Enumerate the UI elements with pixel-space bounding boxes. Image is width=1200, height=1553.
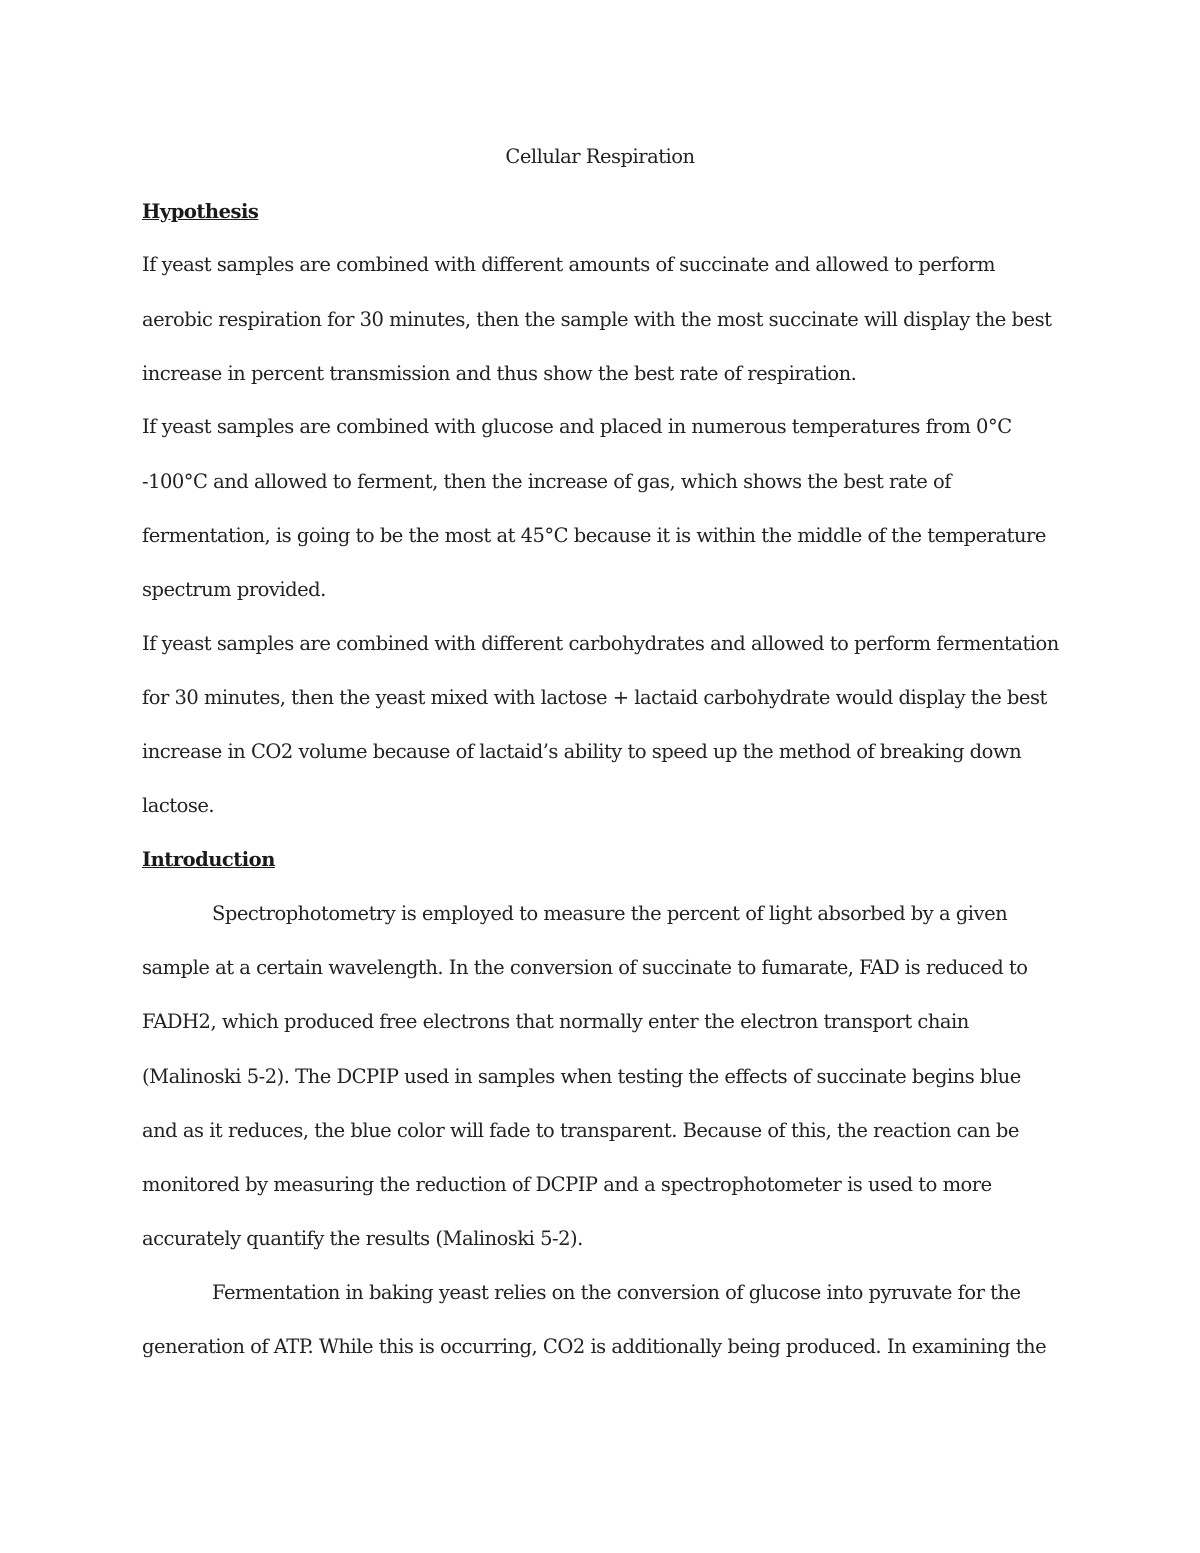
introduction-line-4: (Malinoski 5-2). The DCPIP used in samples when testing the effects of succinate begins blue	[142, 1065, 1021, 1088]
hypothesis-line-10: increase in CO2 volume because of lactaid’s ability to speed up the method of breaking down	[142, 740, 1022, 763]
introduction-line-3: FADH2, which produced free electrons that normally enter the electron transport chain	[142, 1010, 969, 1033]
introduction-line-1: Spectrophotometry is employed to measure the percent of light absorbed by a given	[212, 902, 1008, 925]
introduction-line-9: generation of ATP. While this is occurring, CO2 is additionally being produced. In examining the	[142, 1335, 1047, 1358]
introduction-line-6: monitored by measuring the reduction of DCPIP and a spectrophotometer is used to more	[142, 1173, 992, 1196]
hypothesis-line-1: If yeast samples are combined with different amounts of succinate and allowed to perform	[142, 253, 996, 276]
introduction-line-8: Fermentation in baking yeast relies on the conversion of glucose into pyruvate for the	[212, 1281, 1021, 1304]
hypothesis-line-3: increase in percent transmission and thus show the best rate of respiration.	[142, 362, 857, 385]
hypothesis-line-4: If yeast samples are combined with glucose and placed in numerous temperatures from 0°C	[142, 415, 1012, 438]
hypothesis-line-11: lactose.	[142, 794, 215, 817]
introduction-line-5: and as it reduces, the blue color will fade to transparent. Because of this, the reaction can be	[142, 1119, 1019, 1142]
introduction-line-2: sample at a certain wavelength. In the conversion of succinate to fumarate, FAD is reduced to	[142, 956, 1028, 979]
hypothesis-line-9: for 30 minutes, then the yeast mixed with lactose + lactaid carbohydrate would display the best	[142, 686, 1047, 709]
introduction-line-7: accurately quantify the results (Malinoski 5-2).	[142, 1227, 583, 1250]
hypothesis-line-6: fermentation, is going to be the most at 45°C because it is within the middle of the temperature	[142, 524, 1046, 547]
section-heading-introduction: Introduction	[142, 848, 275, 871]
hypothesis-line-7: spectrum provided.	[142, 578, 326, 601]
hypothesis-line-8: If yeast samples are combined with different carbohydrates and allowed to perform fermentation	[142, 632, 1059, 655]
document-title: Cellular Respiration	[505, 145, 695, 168]
hypothesis-line-2: aerobic respiration for 30 minutes, then the sample with the most succinate will display the best	[142, 308, 1052, 331]
hypothesis-line-5: -100°C and allowed to ferment, then the increase of gas, which shows the best rate of	[142, 470, 951, 493]
section-heading-hypothesis: Hypothesis	[142, 200, 259, 223]
